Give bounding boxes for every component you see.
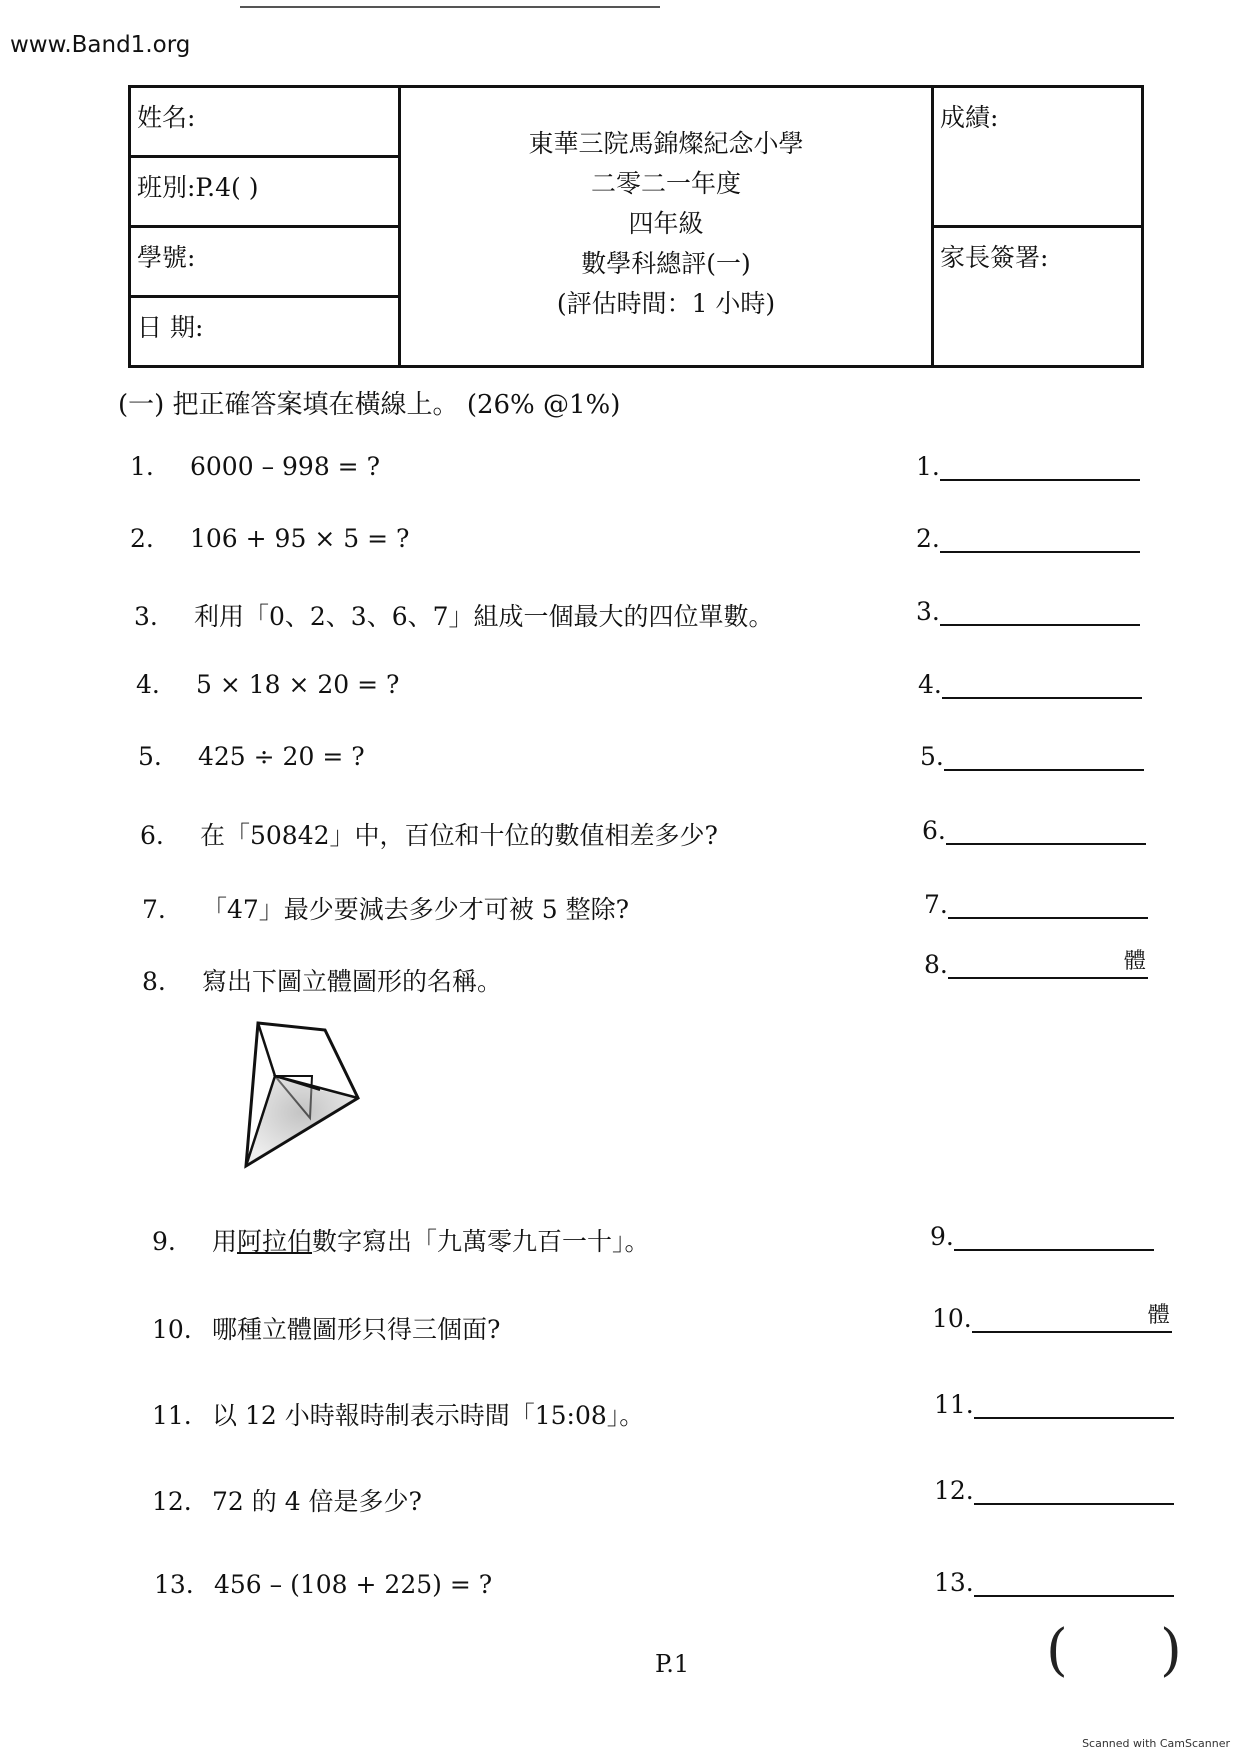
answer-10-blank[interactable]: 體 — [972, 1307, 1172, 1333]
question-7: 7. 「47」最少要減去多少才可被 5 整除? — [142, 895, 630, 924]
grade-level: 四年級 — [628, 209, 704, 238]
answer-1[interactable]: 1. — [916, 452, 1140, 481]
exam-title-block — [401, 124, 931, 324]
question-6: 6. 在「50842」中，百位和十位的數值相差多少? — [140, 821, 718, 850]
answer-8-blank[interactable]: 體 — [948, 953, 1148, 979]
answer-11-blank[interactable] — [974, 1393, 1174, 1419]
answer-11[interactable]: 11. — [934, 1390, 1174, 1419]
question-10: 10. 哪種立體圖形只得三個面? — [152, 1315, 501, 1344]
question-5: 5. 425 ÷ 20 = ? — [138, 742, 365, 771]
question-2: 2. 106 + 95 × 5 = ? — [130, 524, 410, 553]
pyramid-edge-1 — [258, 1023, 275, 1076]
score-column — [931, 88, 1141, 365]
answer-12[interactable]: 12. — [934, 1476, 1174, 1505]
site-watermark: www.Band1.org — [10, 32, 191, 58]
question-4: 4. 5 × 18 × 20 = ? — [136, 670, 400, 699]
answer-13[interactable]: 13. — [934, 1568, 1174, 1597]
answer-3-blank[interactable] — [940, 600, 1140, 626]
question-8: 8. 寫出下圖立體圖形的名稱。 — [142, 967, 503, 996]
answer-7[interactable]: 7. — [924, 890, 1148, 919]
answer-4-blank[interactable] — [942, 673, 1142, 699]
question-11: 11. 以 12 小時報時制表示時間「15:08」。 — [152, 1401, 645, 1430]
page-number: P.1 — [655, 1650, 690, 1678]
name-field[interactable]: 姓名: — [131, 88, 398, 158]
question-12: 12. 72 的 4 倍是多少? — [152, 1487, 422, 1516]
score-bracket-right: ) — [1160, 1618, 1182, 1683]
answer-10[interactable]: 10. 體 — [932, 1303, 1170, 1333]
pyramid-edge-4 — [325, 1030, 358, 1098]
question-13: 13. 456 – (108 + 225) = ? — [154, 1570, 493, 1599]
answer-13-blank[interactable] — [974, 1571, 1174, 1597]
answer-1-blank[interactable] — [940, 455, 1140, 481]
student-number-field[interactable]: 學號: — [131, 228, 398, 298]
top-rule — [240, 6, 660, 8]
answer-9-blank[interactable] — [954, 1225, 1154, 1251]
school-year: 二零二一年度 — [590, 169, 741, 198]
answer-8[interactable]: 8. 體 — [924, 949, 1146, 979]
score-field[interactable]: 成績: — [934, 88, 1141, 228]
question-9: 9. 用阿拉伯數字寫出「九萬零九百一十」。 — [152, 1227, 650, 1256]
student-info-column — [131, 88, 401, 365]
date-field[interactable]: 日 期: — [137, 313, 204, 342]
class-field[interactable]: 班別:P.4( ) — [131, 158, 398, 228]
question-1: 1. 6000 – 998 = ? — [130, 452, 380, 481]
answer-7-blank[interactable] — [948, 893, 1148, 919]
question-3: 3. 利用「0、2、3、6、7」組成一個最大的四位單數。 — [134, 602, 774, 631]
exam-duration: (評估時間：1 小時) — [556, 289, 776, 318]
pyramid-shaded-face — [246, 1076, 358, 1166]
answer-4[interactable]: 4. — [918, 670, 1142, 699]
answer-5-blank[interactable] — [944, 745, 1144, 771]
answer-2[interactable]: 2. — [916, 524, 1140, 553]
scanner-watermark: Scanned with CamScanner — [1082, 1737, 1230, 1750]
section-title: (一) 把正確答案填在橫線上。 (26% @1%) — [118, 390, 621, 420]
answer-5[interactable]: 5. — [920, 742, 1144, 771]
exam-name: 數學科總評(一) — [581, 249, 751, 278]
parent-signature-field[interactable]: 家長簽署: — [940, 243, 1049, 272]
score-bracket-left: ( — [1046, 1618, 1068, 1683]
answer-6-blank[interactable] — [946, 819, 1146, 845]
school-name: 東華三院馬錦燦紀念小學 — [528, 129, 804, 158]
answer-9[interactable]: 9. — [930, 1222, 1154, 1251]
answer-2-blank[interactable] — [940, 527, 1140, 553]
answer-6[interactable]: 6. — [922, 816, 1146, 845]
answer-12-blank[interactable] — [974, 1479, 1174, 1505]
pyramid-figure — [240, 1018, 370, 1178]
header-table — [128, 85, 1144, 368]
answer-3[interactable]: 3. — [916, 597, 1140, 626]
